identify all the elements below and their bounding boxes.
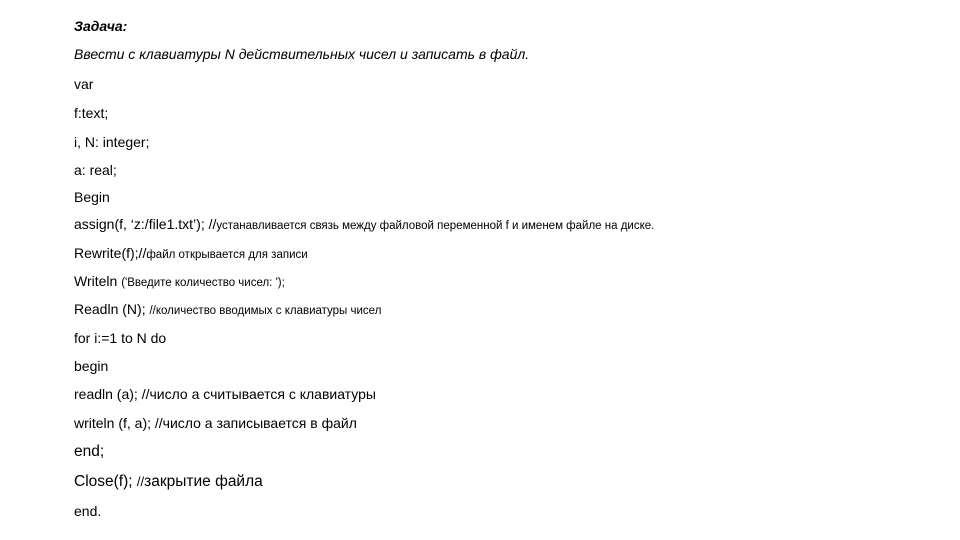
rewrite-code: Rewrite(f);//	[74, 245, 147, 261]
code-line-writeln	[74, 272, 285, 292]
code-line-writeln-fa: writeln (f, a); //число а записывается в файл	[74, 415, 357, 431]
code-line-for: for i:=1 to N do	[74, 330, 167, 346]
close-comment: закрытие файла	[144, 473, 263, 490]
code-line-close	[74, 473, 263, 491]
writeln-argument: ('Введите количество чисел: ');	[121, 277, 285, 289]
code-line-real-decl: a: real;	[74, 162, 117, 178]
code-line-ftext: f:text;	[74, 105, 109, 121]
code-line-end-dot: end.	[74, 503, 102, 519]
code-line-end-semicolon: end;	[74, 443, 105, 460]
assign-comment: устанавливается связь между файловой переменной f и именем файле на диске.	[216, 220, 655, 232]
code-line-assign	[74, 215, 654, 235]
code-line-begin-inner: begin	[74, 358, 109, 374]
code-line-readln-a: readln (a); //число а считывается с клавиатуры	[74, 386, 376, 402]
readln-comment: //количество вводимых с клавиатуры чисел	[149, 305, 382, 317]
task-description: Ввести с клавиатуры N действительных чисел и записать в файл.	[74, 46, 530, 62]
code-line-var: var	[74, 76, 94, 92]
code-line-int-decl: i, N: integer;	[74, 134, 150, 150]
code-line-readln-n	[74, 300, 381, 320]
code-line-rewrite	[74, 244, 308, 264]
assign-code: assign(f, ‘z:/file1.txt’); //	[74, 216, 217, 232]
close-code: Close(f);	[74, 473, 137, 490]
close-comment-prefix: //	[136, 474, 145, 489]
task-heading: Задача:	[74, 18, 128, 34]
rewrite-comment: файл открывается для записи	[146, 249, 308, 261]
code-line-begin: Begin	[74, 189, 110, 205]
writeln-code: Writeln	[74, 273, 122, 289]
readln-code: Readln (N);	[74, 301, 150, 317]
